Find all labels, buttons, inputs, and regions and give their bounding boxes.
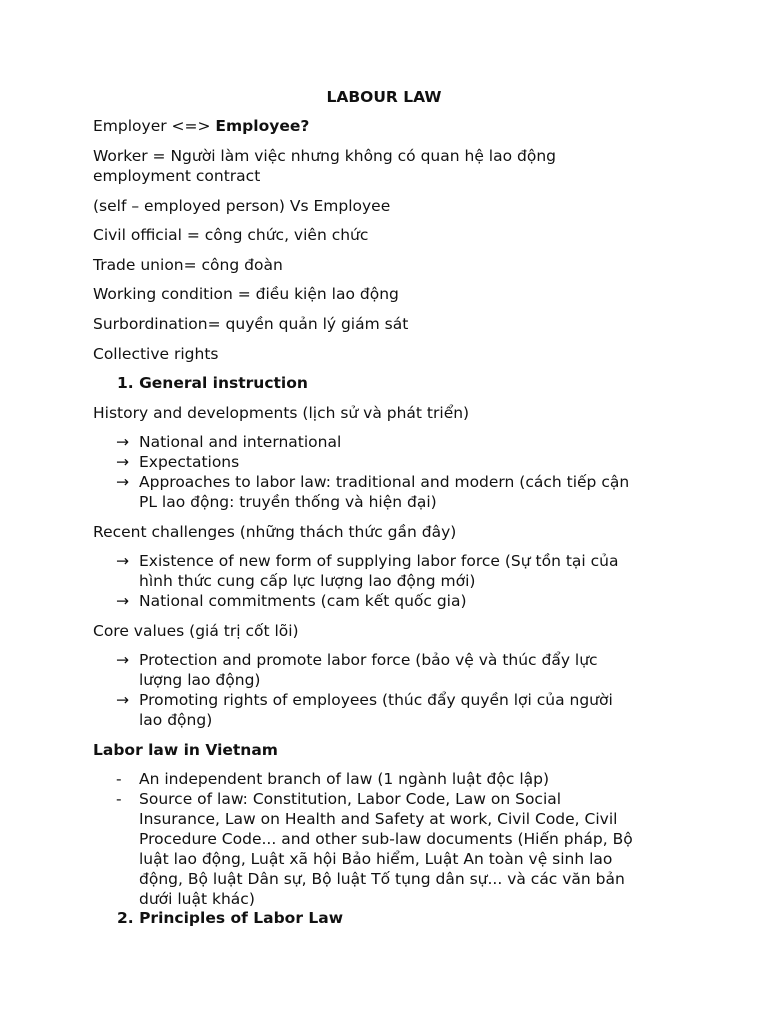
definition-employer bbox=[93, 116, 693, 136]
arrow-bullet: → bbox=[116, 552, 129, 570]
section-1-heading: 1. General instruction bbox=[117, 374, 308, 392]
definition-collective-rights: Collective rights bbox=[93, 345, 219, 363]
list-item: National and international bbox=[139, 433, 342, 451]
list-item: An independent branch of law (1 ngành luật độc lập) bbox=[139, 770, 550, 788]
list-item-continuation: động, Bộ luật Dân sự, Bộ luật Tố tụng dân sự... và các văn bản bbox=[139, 870, 625, 888]
section-2-heading: 2. Principles of Labor Law bbox=[117, 909, 344, 927]
arrow-bullet: → bbox=[116, 453, 129, 471]
list-item-continuation: lượng lao động) bbox=[139, 671, 261, 689]
arrow-bullet: → bbox=[116, 651, 129, 669]
arrow-bullet: → bbox=[116, 433, 129, 451]
list-item-continuation: PL lao động: truyền thống và hiện đại) bbox=[139, 493, 437, 511]
list-item: Expectations bbox=[139, 453, 240, 471]
vietnam-heading: Labor law in Vietnam bbox=[93, 741, 278, 759]
definition-worker: Worker = Người làm việc nhưng không có quan hệ lao động bbox=[93, 147, 556, 165]
definition-bold: Employee? bbox=[215, 117, 310, 135]
arrow-bullet: → bbox=[116, 592, 129, 610]
list-item-continuation: lao động) bbox=[139, 711, 213, 729]
arrow-bullet: → bbox=[116, 691, 129, 709]
document-title: LABOUR LAW bbox=[326, 88, 442, 106]
definition-worker-cont: employment contract bbox=[93, 167, 261, 185]
definition-trade-union: Trade union= công đoàn bbox=[93, 256, 283, 274]
list-item: Protection and promote labor force (bảo vệ và thúc đẩy lực bbox=[139, 651, 598, 669]
list-item-continuation: luật lao động, Luật xã hội Bảo hiểm, Luật An toàn vệ sinh lao bbox=[139, 850, 613, 868]
arrow-bullet: → bbox=[116, 473, 129, 491]
definition-self-employed: (self – employed person) Vs Employee bbox=[93, 197, 391, 215]
list-item-continuation: dưới luật khác) bbox=[139, 890, 255, 908]
dash-bullet: - bbox=[116, 790, 122, 808]
definition-text: Employer <=> bbox=[93, 117, 216, 135]
list-item-continuation: hình thức cung cấp lực lượng lao động mới) bbox=[139, 572, 476, 590]
definition-civil-official: Civil official = công chức, viên chức bbox=[93, 226, 369, 244]
list-item: Promoting rights of employees (thúc đẩy quyền lợi của người bbox=[139, 691, 613, 709]
definition-subordination: Surbordination= quyền quản lý giám sát bbox=[93, 315, 409, 333]
list-item: Existence of new form of supplying labor force (Sự tồn tại của bbox=[139, 552, 619, 570]
core-values-label: Core values (giá trị cốt lõi) bbox=[93, 622, 299, 640]
history-label: History and developments (lịch sử và phát triển) bbox=[93, 404, 470, 422]
definition-working-condition: Working condition = điều kiện lao động bbox=[93, 285, 399, 303]
list-item: National commitments (cam kết quốc gia) bbox=[139, 592, 467, 610]
challenges-label: Recent challenges (những thách thức gần đây) bbox=[93, 523, 457, 541]
dash-bullet: - bbox=[116, 770, 122, 788]
list-item: Approaches to labor law: traditional and modern (cách tiếp cận bbox=[139, 473, 630, 491]
list-item: Source of law: Constitution, Labor Code, Law on Social bbox=[139, 790, 562, 808]
list-item-continuation: Procedure Code... and other sub-law documents (Hiến pháp, Bộ bbox=[139, 830, 633, 848]
list-item-continuation: Insurance, Law on Health and Safety at work, Civil Code, Civil bbox=[139, 810, 618, 828]
